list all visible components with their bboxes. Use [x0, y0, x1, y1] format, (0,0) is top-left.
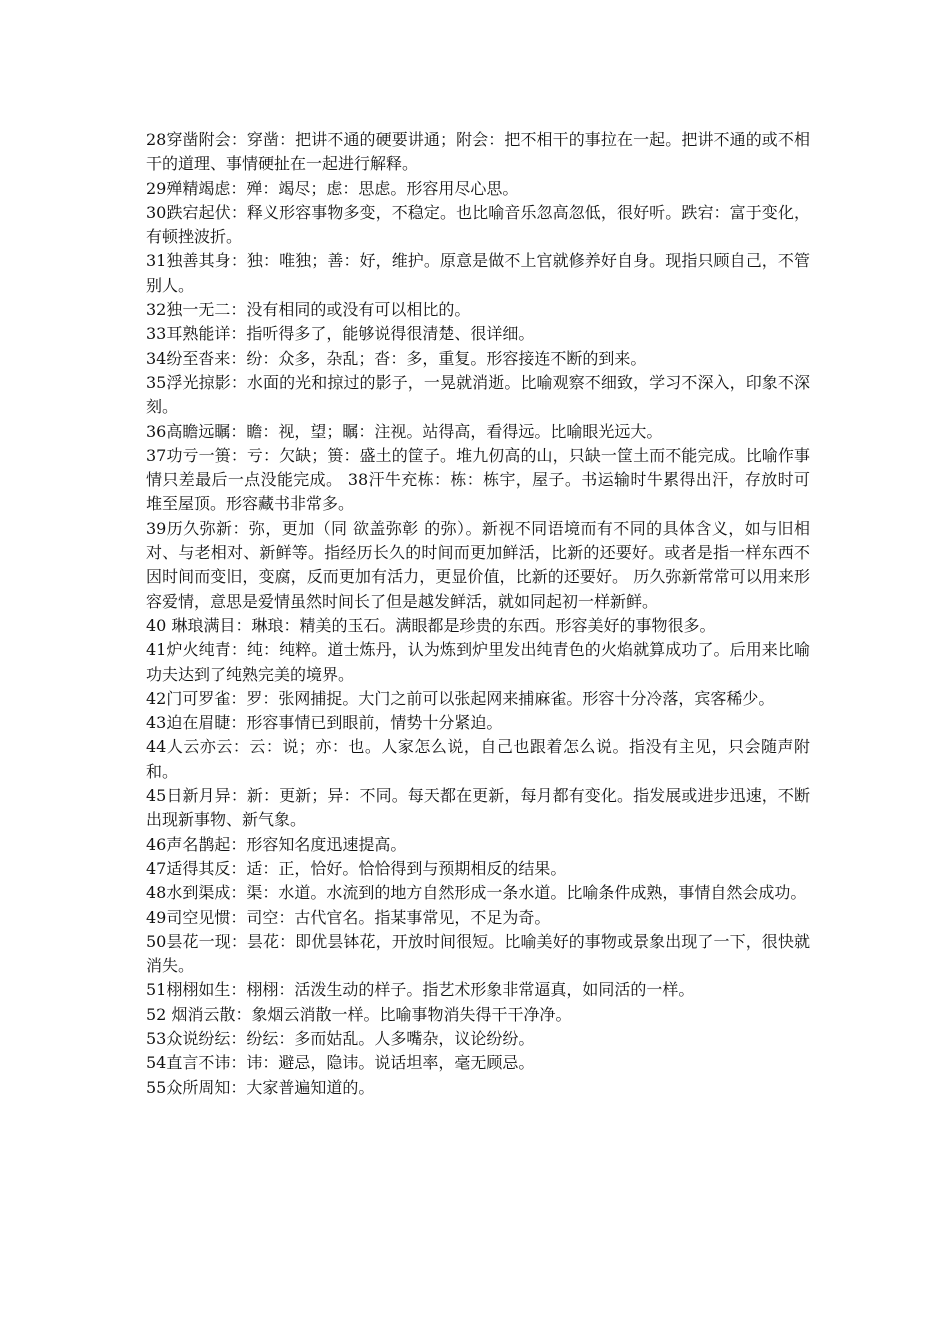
idiom-entry-33: 33耳熟能详：指听得多了，能够说得很清楚、很详细。: [146, 324, 535, 344]
idiom-entry-55: 55众所周知：大家普遍知道的。: [146, 1077, 375, 1097]
idiom-entry-51: 51栩栩如生：栩栩：活泼生动的样子。指艺术形象非常逼真，如同活的一样。: [146, 980, 695, 1000]
idiom-entry-41: 41炉火纯青：纯：纯粹。道士炼丹，认为炼到炉里发出纯青色的火焰就算成功了。后用来比喻功夫达到了纯熟完美的境界。: [146, 640, 810, 684]
idiom-entry-42: 42门可罗雀：罗：张网捕捉。大门之前可以张起网来捕麻雀。形容十分冷落，宾客稀少。: [146, 688, 775, 708]
idiom-entry-52: 52 烟消云散：象烟云消散一样。比喻事物消失得干干净净。: [146, 1004, 572, 1024]
idiom-entry-46: 46声名鹊起：形容知名度迅速提高。: [146, 834, 407, 854]
idiom-entry-37-38: 37功亏一篑：亏：欠缺；篑：盛土的筐子。堆九仞高的山，只缺一筐土而不能完成。比喻作事情只差最后一点没能完成。 38汗牛充栋：栋：栋宇，屋子。书运输时牛累得出汗，存放时可堆至屋顶。形容藏书非常多。: [146, 445, 810, 514]
idiom-entry-34: 34纷至沓来：纷：众多，杂乱；沓：多，重复。形容接连不断的到来。: [146, 348, 647, 368]
idiom-entry-31: 31独善其身：独：唯独；善：好，维护。原意是做不上官就修养好自身。现指只顾自己，不管别人。: [146, 251, 810, 295]
idiom-entry-49: 49司空见惯：司空：古代官名。指某事常见，不足为奇。: [146, 907, 551, 927]
idiom-entry-44: 44人云亦云：云：说；亦：也。人家怎么说，自己也跟着怎么说。指没有主见，只会随声附和。: [146, 737, 810, 781]
idiom-entry-43: 43迫在眉睫：形容事情已到眼前，情势十分紧迫。: [146, 713, 503, 733]
idiom-entry-40: 40 琳琅满目：琳琅：精美的玉石。满眼都是珍贵的东西。形容美好的事物很多。: [146, 615, 716, 635]
idiom-entry-47: 47适得其反：适：正，恰好。恰恰得到与预期相反的结果。: [146, 858, 567, 878]
idiom-entry-50: 50昙花一现：昙花：即优昙钵花，开放时间很短。比喻美好的事物或景象出现了一下，很快就消失。: [146, 931, 810, 976]
idiom-entry-35: 35浮光掠影：水面的光和掠过的影子，一晃就消逝。比喻观察不细致，学习不深入，印象不深刻。: [146, 372, 810, 417]
idiom-entry-32: 32独一无二：没有相同的或没有可以相比的。: [146, 300, 471, 320]
idiom-entry-53: 53众说纷纭：纷纭：多而姑乱。人多嘴杂，议论纷纷。: [146, 1028, 535, 1048]
idiom-entry-30: 30跌宕起伏：释义形容事物多变，不稳定。也比喻音乐忽高忽低，很好听。跌宕：富于变化，有顿挫波折。: [146, 202, 810, 247]
idiom-entry-28: 28穿凿附会：穿凿：把讲不通的硬要讲通；附会：把不相干的事拉在一起。把讲不通的或不相干的道理、事情硬扯在一起进行解释。: [146, 130, 810, 174]
idiom-entry-45: 45日新月异：新：更新；异：不同。每天都在更新，每月都有变化。指发展或进步迅速，不断出现新事物、新气象。: [146, 786, 810, 830]
idiom-entry-39: 39历久弥新：弥，更加（同 欲盖弥彰 的弥）。新视不同语境而有不同的具体含义，如与旧相对、与老相对、新鲜等。指经历长久的时间而更加鲜活，比新的还要好。或者是指一样东西不因时间而变旧，变腐，反而更加有活力，更显价值，比新的还要好。 历久弥新常常可以用来形容爱情，意思是爱情虽然时间长了但是越发鲜活，就如同起初一样新鲜。: [146, 518, 810, 611]
idiom-entry-36: 36高瞻远瞩：瞻：视，望；瞩：注视。站得高，看得远。比喻眼光远大。: [146, 421, 663, 441]
idiom-entry-29: 29殚精竭虑：殚：竭尽；虑：思虑。形容用尽心思。: [146, 178, 519, 198]
idiom-entry-54: 54直言不讳：讳：避忌，隐讳。说话坦率，毫无顾忌。: [146, 1053, 535, 1073]
document-body: [146, 128, 810, 1100]
idiom-entry-48: 48水到渠成：渠：水道。水流到的地方自然形成一条水道。比喻条件成熟，事情自然会成功。: [146, 883, 807, 903]
